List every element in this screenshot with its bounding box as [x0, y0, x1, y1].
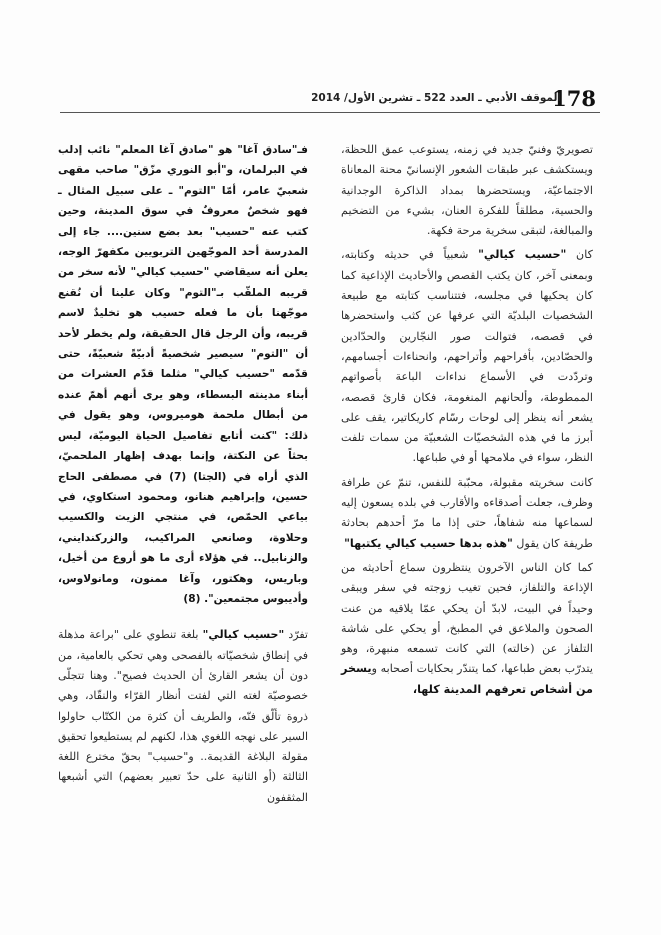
left-column — [58, 140, 308, 808]
page-number: 178 — [552, 86, 596, 111]
left-paragraph-2 — [58, 625, 308, 808]
running-title: الموقف الأدبي ـ العدد 522 ـ تشرين الأول/ 2014 — [311, 92, 561, 104]
header-rule — [60, 112, 600, 113]
right-p2-rest: شعبياً في حديثه وكتابته، وبمعنى آخر، كان يكتب القصص والأحاديث الإذاعية كما كان يحكيها في مجلسه، فتتناسب كتابته مع طبيعة الشخصيات البلديّة التي عرفها عن كثب واستحضرها في قصصه، فتوالت صور النجّارين والحدّادين والحصّادين، بأفراحهم وأتراحهم، وانحناءات أجسامهم، وتردّدت في الأسماع نداءات الباعة بأصواتهم الممطوطة، وألحانهم المنغومة، فكان قارئ قصصه، يشعر أنه ينظر إلى لوحات رسّام كاريكاتير، يقف على أبرز ما في هذه الشخصيّات الشعبيّة من سمات تلفت النظر، سواء في ملامحها أو في طباعها. — [341, 248, 593, 465]
quoted-saying: "هذه بدها حسيب كيالي يكتبها" — [344, 536, 513, 550]
left-paragraph-1: فـ"سادق آغا" هو "صادق آغا المعلم" نائب إدلب في البرلمان، و"أبو النوري مزّق" صاحب مقهى شعبيّ عامر، أمّا "التوم" ـ على سبيل المثال ـ فهو شخصٌ معروفٌ في سوق المدينة، وحين كتب عنه "حسيب" بعد بضع سنين.... جاء إلى المدرسة أحد الموجّهين التربويين مكفهرّ الوجه، يعلن أنه سيقاضي "حسيب كيالي" لأنه سخر من قريبه الملقّب بـ"التوم" وكان علينا أن نُقنع موجّهنا بأن ما فعله حسيب هو تخليدٌ لاسم قريبه، وأن الرجل قال الحقيقة، ولم يخطر لأحد أن "التوم" سيصير شخصيةً أدبيّةً شعبيّةً، حتى قدّمه "حسيب كيالي" مثلما قدّم العشرات من أبناء مدينته البسطاء، وهو يرى أنهم أهمّ عنده من أبطال ملحمة هوميروس، وهو يقول في ذلك: "كنت أتابع تفاصيل الحياة اليوميّة، ليس بحثاً عن النكتة، وإنما بهدف إظهار الملحميّ، الذي أراه في (الجتا) (7) في مصطفى الحاج حسين، وإبراهيم هنانو، ومحمود استكاوي، في بياعي الحمّص، في منتجي الزيت والكسيب وحلاوة، وصانعي المراكيب، والزركندايني، والزنابيل.. في هؤلاء أرى ما هو أروع من أخيل، وباريس، وهكتور، وآغا ممنون، ومانولاوس، وأديبوس مجتمعين". (8) — [58, 144, 309, 605]
paragraph-gap — [58, 609, 308, 625]
right-p4-text: كما كان الناس الآخرون ينتظرون سماع أحاديثه من الإذاعة والتلفاز، فحين تغيب زوجته في سفر ويبقى وحيداً في البيت، لابدّ أن يحكي عمّا يلاقيه من عنت الصحون والملاعق في المطبخ، أو يحكي على شاشة التلفاز عن (خالته) التي كانت تسمعه منبهرة، وهو يتدرّب بعض طباعها، كما يتندّر بحكايات أصحابه و — [341, 560, 593, 676]
left-p2-lead: تفرّد — [284, 628, 308, 642]
right-paragraph-3 — [341, 473, 593, 554]
right-p4-emphasis: يسخر من أشخاص تعرفهم المدينة كلها، — [341, 662, 593, 696]
right-p3-text: كانت سخريته مقبولة، محبّبة للنفس، تنمّ عن طرافة وظرف، جعلت أصدقاءه والأقارب في بلده يسعون إليه لسماعها منه شفاهاً، حتى إذا ما مرّ أحدهم بحادثة طريفة كان يقول — [341, 475, 593, 550]
right-paragraph-4 — [341, 558, 593, 700]
right-column — [341, 140, 593, 700]
author-name-mention: "حسيب كيالي" — [478, 248, 567, 262]
right-p2-lead: كان — [566, 248, 593, 262]
right-paragraph-1: تصويريّ وفنيّ جديد في زمنه، يستوعب عمق اللحظة، ويستكشف عبر طبقات الشعور الإنسانيّ محنة المعاناة الاجتماعيّة، ويستحضرها بمداد الذاكرة الوجدانية والحسية، مطلقاً للفكرة العنان، بشيء من التضخيم والمبالغة، لتبقى سخرية مرحة فكهة. — [341, 143, 593, 238]
right-paragraph-2 — [341, 245, 593, 468]
author-name-mention-2: "حسيب كيالي" — [202, 628, 285, 642]
left-p2-rest: بلغة تنطوي على "براعة مذهلة في إنطاق شخصيّاته بالفصحى وهي تحكي بالعامية، من دون أن يشعر القارئ أن الحديث فصيح". وهنا تتجلّى خصوصيّة لغته التي لفتت أنظار القرّاء والنقّاد، وهي ذروة تألّق فنّه، والطريف أن كثرة من الكتّاب حاولوا السير على نهجه اللغوي هذا، لكنهم لم يستطيعوا تحقيق مقولة البلاغة القديمة.. و"حسيب" بحقّ مخترع اللغة الثالثة (أو الثانية على حدّ تعبير بعضهم) التي أشبعها المثقفون — [58, 628, 308, 804]
